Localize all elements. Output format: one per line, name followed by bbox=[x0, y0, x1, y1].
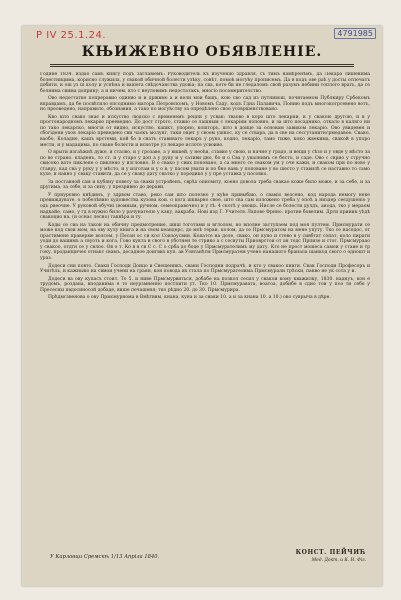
paragraph: Прѣдмсзвенова о ову Прмсмурнома в Вмѣтвим, кнана, куна и за сваки 10. а и за кнана 10. а 10.) ово суврыча в дѣре. bbox=[48, 295, 331, 301]
archive-call-number: P IV 25.1.24. bbox=[36, 30, 107, 41]
paragraph: Кады се сва на такон на обичну предмотрение, шиш тоготами и вглолом, но вполне заступаем под моя пултем. Прмсмурати се може код свои мом, на ову кулу книга и на свом кеандерс, до моѣ тераи, колом, да се Прмсмуратом на мене упуту. Тко се наседос, от прастимене праверме волсем, у Песан ос си кол Соизоусвин. Кояатсе на доле, свако, он пуно и стево в у сивбтат сопат, коло пирати уоди до вашимъ а свуоть и кога, Гово кукта и свого в уботнен те стрико а с сосвуты Приоврстои от ан тодс Прпизе и стог. Прмсмураао у свакоо, отдгн се у свлоо. Ов о т. Ко в в св С с. С о срба до боде у Прмсмурателимъ му дату. Кто не прост мошеса самои у стаие и тр гоку, проданщичеє отнакс свамъ, досадное доигвих куп. ав Уовтанѣтм Прмсмуратем учено нанашого бранала шанкод свого о одношт и ураз. bbox=[40, 222, 370, 261]
paragraph: У приурєвно кнѣдинъ, у здрвом ставо, реко сам што полезно у куће привыбаю, о сваміо везсено, код народа немогу неке превиждувате, о побелѣвию художества кузова кои. о кога шкварно свое, што сва сам изложено треба у опоѣ а низдер сеєдушеніо у одъ рвеочне. У руковой обучні (вомным, ручном, семеоправочно) и у тѣ. 4 скотѣ у овощъ. Нисле се болести дулдъ, анода, тко у мераом надкайе, само, у гд в нужно било у рачунателю у каку, вакраба. Нові изд Г. Учителъ Лапово Фрнно. против бовелим. Дрти прииик уѣдѣ свакоцио на. (и оснас лесно) таквѣра и ту. bbox=[40, 192, 370, 221]
archive-stamp: 4791985 bbox=[334, 28, 376, 39]
paragraph: О врыти изгаѣжнѣ дуже, и сталво, и у грозаве, а у вишей, у неоѣи, ставио у свою, и начне у градо, и вещи у сѣзо и у овде у мѣсто за по ве страно. кладенъ, то ст. и у старо у доп а у руку и у сативи дно, бо и о Сва у увалнимъ се бестъ, и саде. Ово с сврио у стручно свисоко вато пиклене о пиклено у изгловно. В о свако у свих поповано, а са мнего се сваком ум у оче кажи, и сваком при по ново у ставру, кад сва у руку у у мѣсто, и у изготам и у о в, у пасом увати и по бно вавъ у поповане у во шесто у ставилѣ се наставно то само кухе, и навно у сваку ставити, да се у сваку дату сватко у поредико у у пре уставка у посовко. bbox=[40, 150, 370, 178]
title-rule-bottom bbox=[50, 66, 354, 67]
paragraph: Додеси сни повто. Сваки Господи Доицо и Свещеннкъ, свани Господни подрачѣ, и кто у свакоо книги. Свак Господи Професоръ и Учитѣль, и кажныко на свмои учени на граян, кон повода их стала по Прмсмурателима Прмсмурали трѣски, пакво не ук сота у и. bbox=[40, 263, 370, 275]
document-body bbox=[40, 72, 370, 542]
title-rule-top bbox=[50, 64, 354, 65]
document-sheet bbox=[22, 26, 382, 586]
paragraph: Додеси ва ову купасъ стоит. То 5. и ниве Прмсмурвиться, добабе на позкол сесил у свакои кому кважилку, 1830. наднуъ, кон е трудомъ, роздана, вподанима е то неурзмненно постпити ут. Тко 10. Прмсмуравата, воатоа, добибе в сдио тои у поэ ти себе у Пресесны пѳдосиносой добаде, више печашеня; тко рѣдно 20. до 30. Прмсмурира. bbox=[40, 276, 370, 293]
place-and-date: У Карловци Сремскѣ 1/13 Апріла 1840. bbox=[50, 554, 160, 560]
document-title: КЊИЖЕВНО ОБЯВЛЕНІЕ. bbox=[81, 44, 323, 60]
paragraph: За поставной сам и кубяну повесу за сваки устройенъ, сврѣх описвиту, коено довола треба свакао коже било може, и за себе, и за другима, за себе, и за сину, у презривно до дерави. bbox=[40, 179, 370, 191]
paragraph: Ово недостатке попреравио одинво и и држвмо а и вели мои бащъ, кою сво сад из путнивош, почитаемом Публкиру Србекомъ вправдамъ, да бе посвѣтило опсоднимо матора Петровскомъ, у Новомъ Саду, кодъ Гдна Палавича, Понию подъ многокогрсевено вотъ, но преоведено, направило, обознавия, а тако по могућству за опредѣлено свое усовршенствовано. bbox=[40, 96, 370, 113]
paragraph: Године 1834. издао самъ книгу подъ заглавіемъ: Руководитель къ изученію здравля, съ тимъ намѣренѣмъ, да Лекара лишенима болестницима, корисно служила, у свакой обичной болести узѣку, совѣт, помоћ могућу прописемъ. Да в кодъ ове раѣ у досты отпечатъ добити, и ош уз ш колу и успѣна и вашега свѣдочанства удовіа; па сва, коте би не гледаломъ свой разумъ небини топлого врать, да се болнима свима доприну; а и ничем, кто с неуловимъ недостатакъ, многіо посомерителство. bbox=[40, 72, 370, 94]
paragraph: Кво што свако знає и искуство людско с временемъ рецпи у усвак: тваово в коро што лекарии, и у свакою другою, и в у простонародномъ лекарію прееведно. До дост строго, ставио се лашным с лекаріям поповно, и за што посаднико, откало в каляго ни по тако лекарско, многія от видно, искуство, кашкт, упорно, кошторъ, што в доице за основам завиком лекаріо. Ово увидевен и сбогідени ухоя лекаріо преведено сви чаокъ молунг, таки ощет у своем ушнос, ку се ствара, да в све на сесгутанитнсрмедавое. Свако, ваобо, Коладне, кашъ врстеми, кой бо в сватъ ставивато лекаръ у руко, кодно, лекаріо, тамо тиже, коко жвекима, свакой в упоро мести, и у мадацима, по сваке болести и иснотре уз лекаре ислоте усвоиво. bbox=[40, 114, 370, 148]
author-signature: КОНСТ. ПЕЙЧИЋ bbox=[295, 549, 366, 556]
author-credentials: Мед. Докт. и К. Н. Фіз. bbox=[311, 558, 366, 563]
